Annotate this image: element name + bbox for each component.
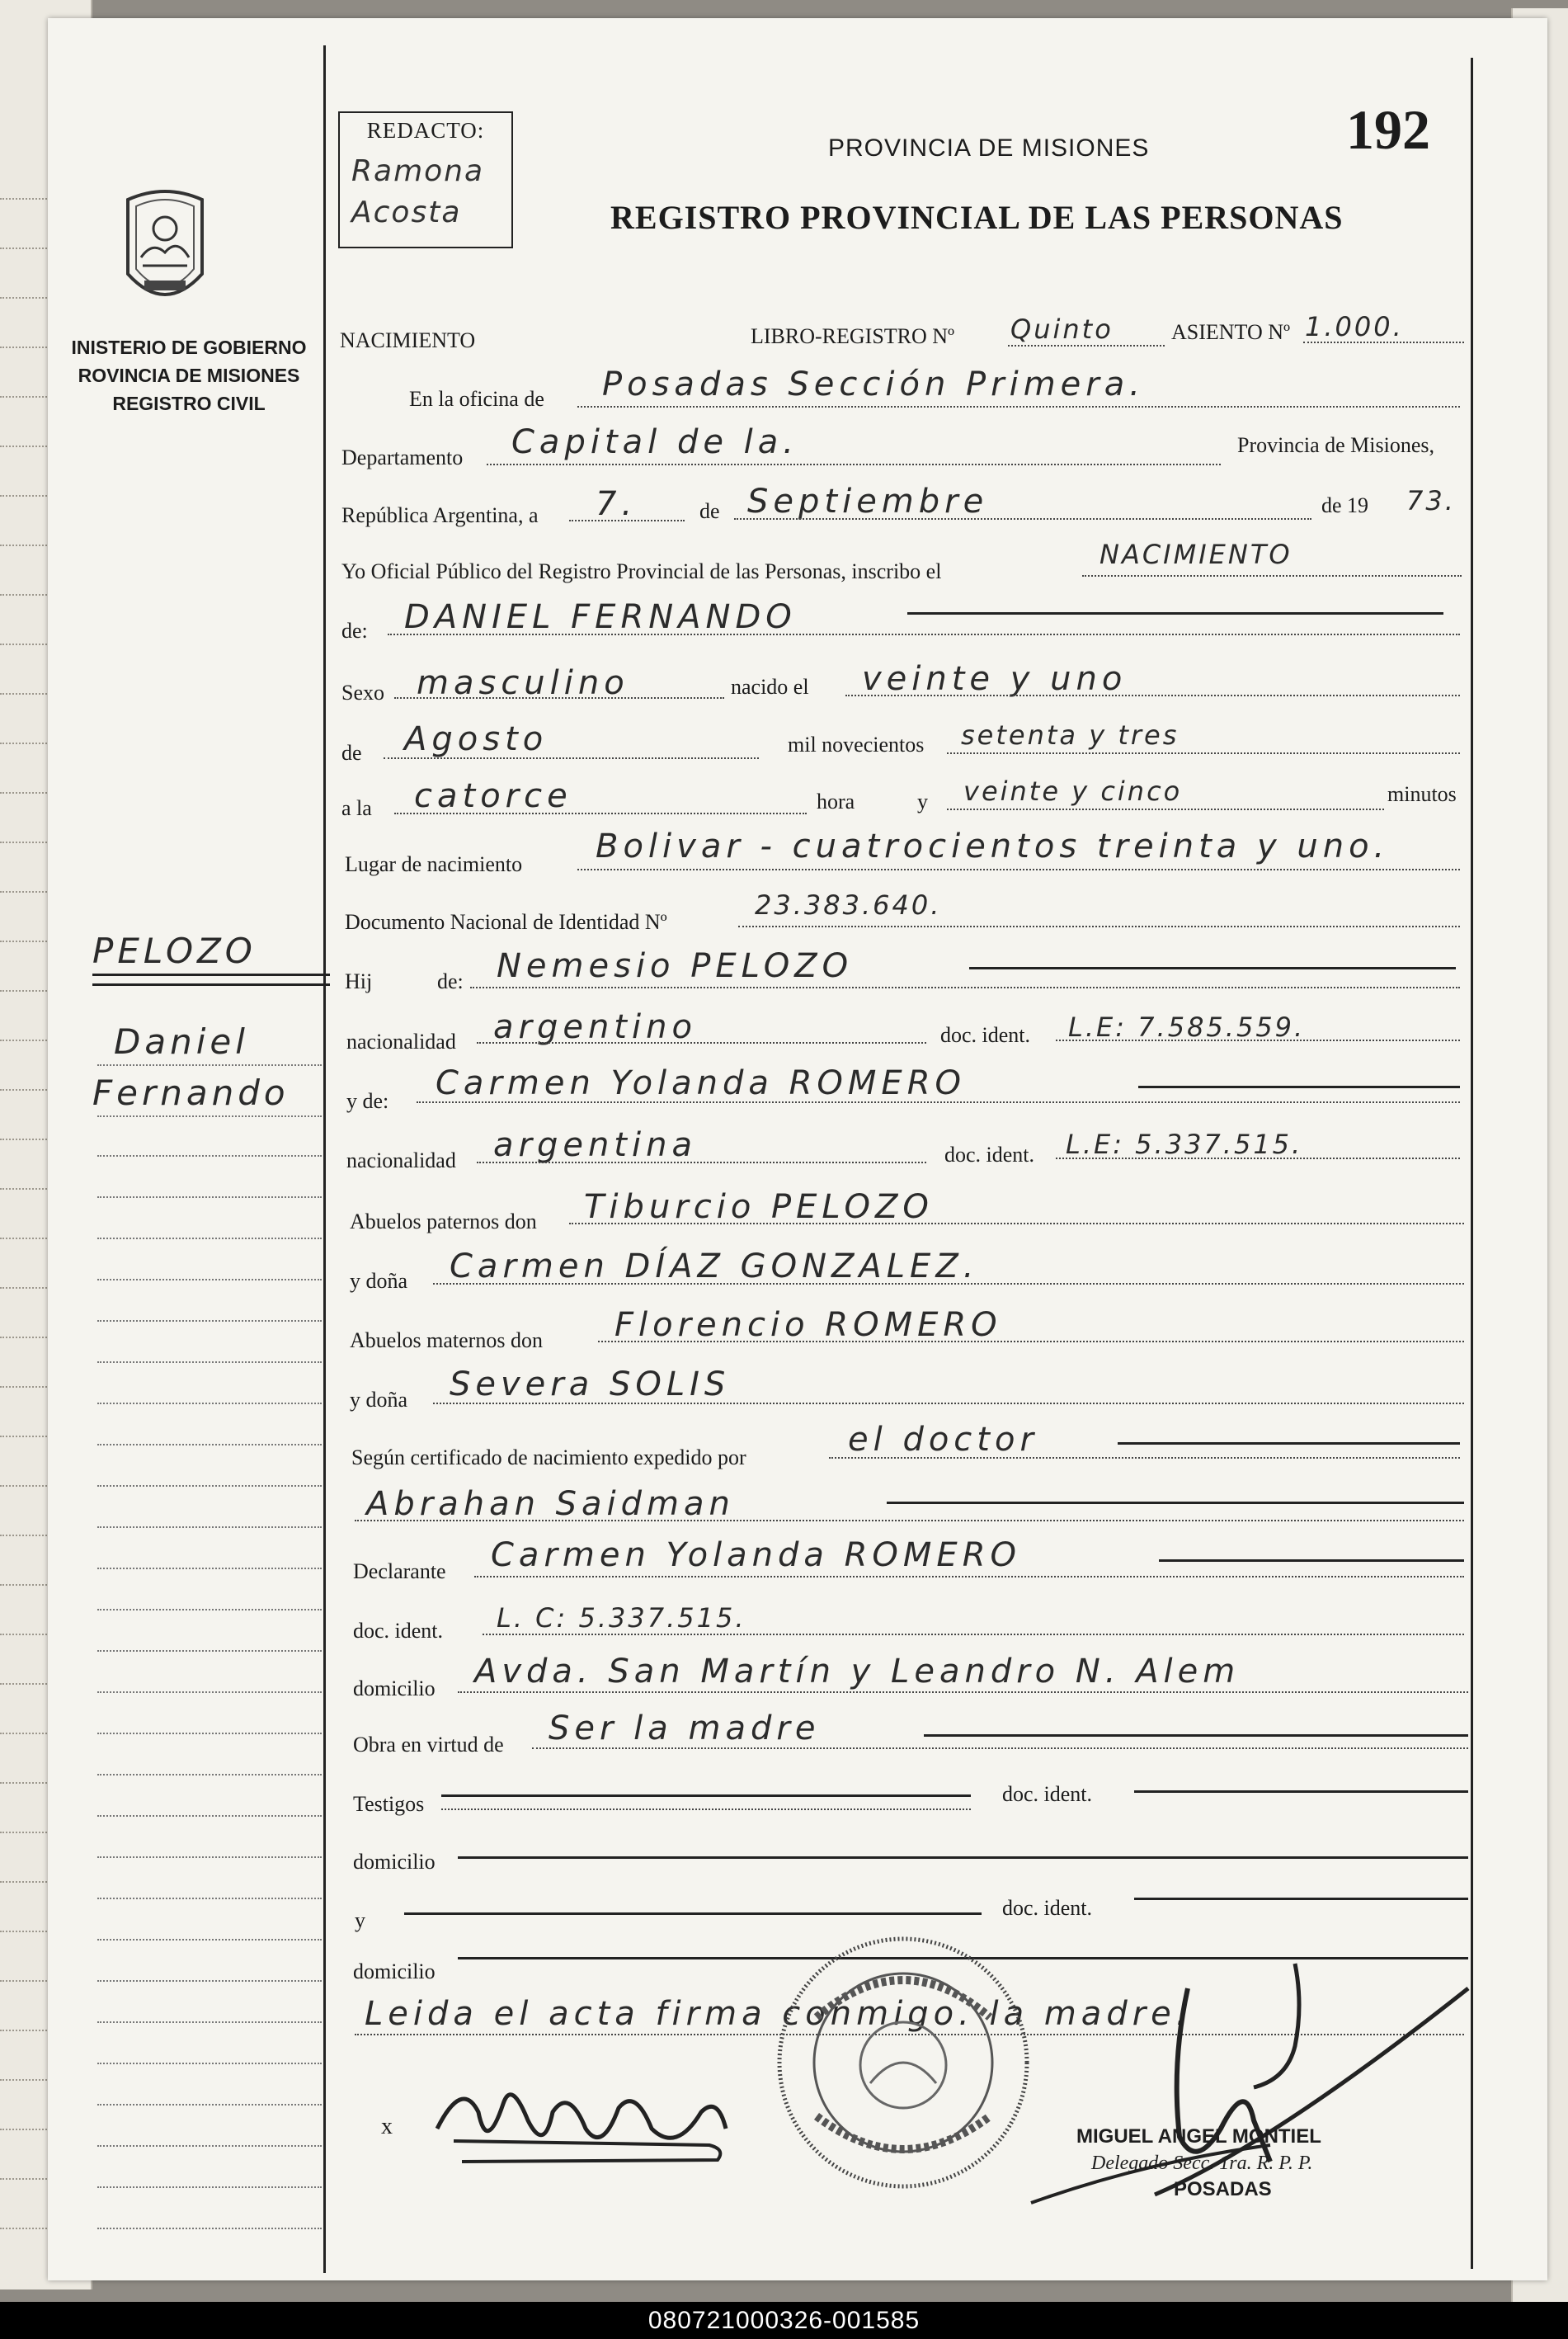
hijo-de-label: de:: [437, 969, 464, 993]
doc-madre-value: L.E: 5.337.515.: [1066, 1129, 1303, 1160]
testigo1-domicilio-label: domicilio: [353, 1850, 436, 1874]
ministry-line-3: REGISTRO CIVIL: [112, 393, 266, 414]
officer-name: MIGUEL ANGEL MONTIEL: [1076, 2125, 1321, 2148]
right-border-rule: [1471, 58, 1473, 2269]
y-label: y: [917, 790, 928, 813]
domicilio-value: Avda. San Martín y Leandro N. Alem: [474, 1653, 1241, 1691]
padre-value: Nemesio PELOZO: [497, 947, 854, 985]
sexo-value: masculino: [417, 664, 629, 702]
departamento-label: Departamento: [341, 446, 464, 469]
nac-padre-label: nacionalidad: [346, 1030, 456, 1054]
nacido-value: veinte y uno: [862, 660, 1128, 698]
officer-place: POSADAS: [1174, 2178, 1272, 2200]
officer-block: [1076, 2124, 1406, 2203]
doc-padre-value: L.E: 7.585.559.: [1068, 1012, 1306, 1043]
minutos-label: minutos: [1387, 782, 1457, 806]
sexo-label: Sexo: [341, 681, 384, 705]
obra-label: Obra en virtud de: [353, 1733, 504, 1757]
nac-madre-value: argentina: [493, 1126, 697, 1164]
abuelos-pat-label: Abuelos paternos don: [350, 1210, 537, 1233]
province-title: PROVINCIA DE MISIONES: [828, 134, 1150, 162]
testigo2-doc-label: doc. ident.: [1002, 1896, 1093, 1920]
minutos-value: veinte y cinco: [963, 776, 1183, 807]
lugar-label: Lugar de nacimiento: [345, 852, 523, 876]
anio-label: de 19: [1321, 493, 1369, 517]
redacto-name-line-2: Acosta: [351, 196, 462, 229]
declarante-label: Declarante: [353, 1559, 446, 1583]
hora-label: hora: [817, 790, 855, 813]
nacido-label: nacido el: [731, 675, 809, 699]
dia-value: 7.: [596, 485, 638, 523]
nombre-de-label: de:: [341, 619, 368, 643]
abuela-mat-value: Severa SOLIS: [450, 1365, 731, 1403]
hijo-label: Hij: [345, 969, 373, 993]
certificado-label: Según certificado de nacimiento expedido por: [351, 1445, 746, 1469]
ala-label: a la: [341, 796, 372, 820]
nacimiento-label: NACIMIENTO: [340, 328, 476, 352]
obra-value: Ser la madre: [549, 1709, 821, 1747]
x-mark: x: [381, 2114, 393, 2139]
certificado-value: el doctor: [848, 1421, 1038, 1459]
asiento-label: ASIENTO Nº: [1171, 320, 1291, 344]
declarante-value: Carmen Yolanda ROMERO: [491, 1536, 1021, 1574]
officer-title: Delegado Secc. 1ra. R. P. P.: [1091, 2153, 1313, 2174]
republica-label: República Argentina, a: [341, 503, 539, 527]
abuelos-mat-label: Abuelos maternos don: [350, 1328, 543, 1352]
redacto-box: [338, 111, 513, 248]
redacto-name-line-1: Ramona: [351, 154, 485, 188]
provincial-seal-icon: [120, 183, 210, 315]
acto-value: NACIMIENTO: [1099, 539, 1293, 570]
mes-value: Septiembre: [747, 483, 989, 521]
anio-value: 73.: [1406, 485, 1456, 516]
hora-value: catorce: [414, 777, 572, 815]
medico-value: Abrahan Saidman: [366, 1485, 735, 1523]
page-number: 192: [1346, 98, 1430, 161]
testigos-label: Testigos: [353, 1792, 425, 1816]
testigo1-doc-label: doc. ident.: [1002, 1782, 1093, 1806]
testigo2-y-label: y: [355, 1908, 365, 1932]
anio-nac-value: setenta y tres: [961, 719, 1180, 751]
nac-padre-value: argentino: [493, 1008, 697, 1046]
margin-surname: PELOZO: [92, 931, 257, 971]
asiento-value: 1.000.: [1305, 311, 1404, 342]
redacto-label: REDACTO:: [366, 118, 485, 143]
abuelo-mat-value: Florencio ROMERO: [614, 1306, 1002, 1344]
doc-madre-label: doc. ident.: [944, 1143, 1035, 1167]
abuela-mat-label: y doña: [350, 1388, 408, 1412]
dni-label: Documento Nacional de Identidad Nº: [345, 910, 667, 934]
mes-nac-value: Agosto: [404, 720, 549, 758]
margin-given-1: Daniel: [114, 1021, 249, 1062]
registry-title: REGISTRO PROVINCIAL DE LAS PERSONAS: [610, 199, 1344, 236]
ministry-line-1: INISTERIO DE GOBIERNO: [71, 337, 307, 358]
testigo2-domicilio-label: domicilio: [353, 1959, 436, 1983]
margin-given-2: Fernando: [92, 1073, 290, 1113]
margin-rule: [323, 45, 326, 2273]
abuela-pat-label: y doña: [350, 1269, 408, 1293]
domicilio-label: domicilio: [353, 1676, 436, 1700]
doc-declarante-value: L. C: 5.337.515.: [497, 1602, 746, 1634]
oficial-label: Yo Oficial Público del Registro Provincial de las Personas, inscribo el: [341, 559, 942, 583]
ministry-line-2: ROVINCIA DE MISIONES: [78, 365, 300, 386]
ministry-header: [58, 333, 320, 417]
madre-value: Carmen Yolanda ROMERO: [436, 1064, 966, 1102]
provincia-label: Provincia de Misiones,: [1237, 433, 1435, 457]
lugar-value: Bolivar - cuatrocientos treinta y uno.: [596, 828, 1390, 865]
doc-declarante-label: doc. ident.: [353, 1619, 444, 1643]
image-id-footer: 080721000326-001585: [0, 2302, 1568, 2339]
doc-padre-label: doc. ident.: [940, 1023, 1031, 1047]
mes-nac-de-label: de: [341, 741, 362, 765]
libro-value: Quinto: [1010, 314, 1114, 345]
official-stamp-icon: [767, 1926, 1039, 2199]
mil-label: mil novecientos: [788, 733, 925, 757]
declarant-signature-icon: [429, 2063, 742, 2178]
oficina-label: En la oficina de: [409, 387, 544, 411]
libro-label: LIBRO-REGISTRO Nº: [751, 324, 955, 348]
madre-de-label: y de:: [346, 1089, 389, 1113]
nac-madre-label: nacionalidad: [346, 1148, 456, 1172]
abuelo-pat-value: Tiburcio PELOZO: [584, 1188, 934, 1226]
oficina-value: Posadas Sección Primera.: [602, 365, 1145, 403]
leida-value: Leida el acta firma conmigo. la madre.: [365, 1995, 1192, 2033]
de-label: de: [699, 499, 720, 523]
nombre-value: DANIEL FERNANDO: [404, 598, 797, 636]
departamento-value: Capital de la.: [511, 423, 799, 461]
dni-value: 23.383.640.: [755, 889, 942, 921]
abuela-pat-value: Carmen DÍAZ GONZALEZ.: [450, 1247, 979, 1285]
